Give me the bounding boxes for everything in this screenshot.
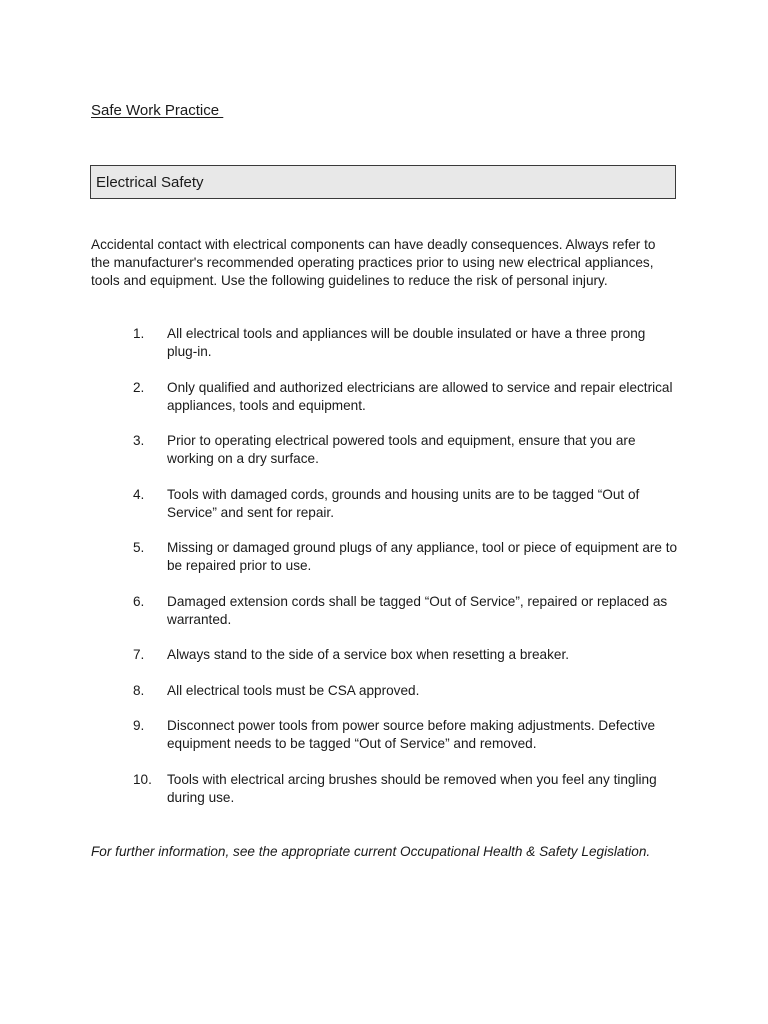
guideline-item [0,325,768,361]
guideline-text: All electrical tools must be CSA approved. [167,682,420,698]
guideline-number: 3. [133,433,145,448]
guideline-item [0,682,768,700]
guideline-item [0,646,768,664]
guideline-number: 8. [133,682,145,698]
guideline-number: 4. [133,486,145,502]
guideline-text: Damaged extension cords shall be tagged “Out of Service”, repaired or replaced as warranted. [167,593,668,627]
guidelines-list [0,325,768,824]
document-title: Safe Work Practice [91,102,224,119]
section-heading: Electrical Safety [96,174,204,191]
guideline-text: Always stand to the side of a service box when resetting a breaker. [167,647,569,662]
guideline-item [0,771,768,807]
guideline-number: 2. [133,379,145,395]
footer-note: For further information, see the appropriate current Occupational Health & Safety Legislation. [91,844,651,859]
guideline-number: 1. [133,326,145,341]
guideline-text: All electrical tools and appliances will be double insulated or have a three prong plug-in. [167,326,646,359]
guideline-text: Tools with electrical arcing brushes should be removed when you feel any tingling during use. [167,771,657,805]
guideline-number: 6. [133,593,145,609]
section-heading-box [90,165,676,199]
guideline-text: Disconnect power tools from power source before making adjustments. Defective equipment needs to be tagged “Out of Service” and removed. [167,718,656,751]
guideline-text: Missing or damaged ground plugs of any appliance, tool or piece of equipment are to be repaired prior to use. [167,540,678,573]
guideline-item [0,486,768,522]
guideline-number: 10. [133,771,152,787]
guideline-text: Tools with damaged cords, grounds and housing units are to be tagged “Out of Service” and sent for repair. [167,486,640,520]
intro-paragraph: Accidental contact with electrical components can have deadly consequences. Always refer to the manufacturer's recommended operating practices prior to using new electrical appliances, tools and equipment. Use the following guidelines to reduce the risk of personal injury. [91,237,656,288]
guideline-number: 9. [133,718,145,733]
guideline-text: Prior to operating electrical powered tools and equipment, ensure that you are working on a dry surface. [167,433,636,466]
guideline-item [0,432,768,468]
guideline-number: 7. [133,647,145,662]
guideline-item [0,379,768,415]
guideline-item [0,539,768,575]
guideline-item [0,717,768,753]
guideline-item [0,593,768,629]
guideline-number: 5. [133,540,145,555]
guideline-text: Only qualified and authorized electricians are allowed to service and repair electrical appliances, tools and equipment. [167,379,673,413]
